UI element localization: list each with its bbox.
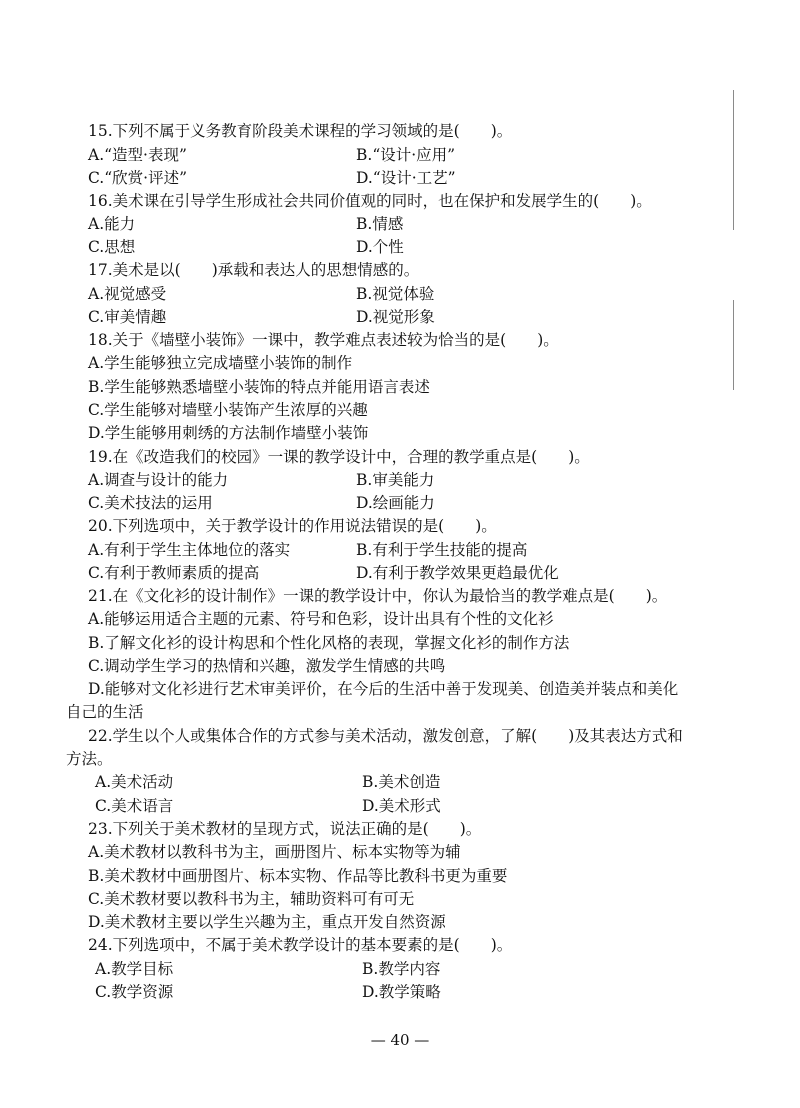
question-stem: 16.美术课在引导学生形成社会共同价值观的同时，也在保护和发展学生的( )。 [88, 192, 652, 210]
option-b: B.有利于学生技能的提高 [356, 541, 528, 559]
question-stem: 22.学生以个人或集体合作的方式参与美术活动，激发创意，了解( )及其表达方式和 [88, 727, 683, 745]
option-b: B.教学内容 [362, 960, 441, 978]
option-b: B.视觉体验 [356, 285, 435, 303]
question-stem: 18.关于《墙壁小装饰》一课中，教学难点表述较为恰当的是( )。 [88, 331, 559, 349]
option-d: D.美术形式 [362, 797, 441, 815]
page-edge-mark [733, 300, 734, 390]
question-stem: 23.下列关于美术教材的呈现方式，说法正确的是( )。 [88, 820, 482, 838]
option-a: A.有利于学生主体地位的落实 [88, 541, 291, 559]
option-a: A.学生能够独立完成墙壁小装饰的制作 [88, 354, 353, 372]
question-stem: 20.下列选项中，关于教学设计的作用说法错误的是( )。 [88, 517, 497, 535]
option-d: D.“设计·工艺” [356, 169, 456, 187]
question-stem-continued: 方法。 [66, 750, 113, 768]
option-d: D.教学策略 [362, 983, 441, 1001]
option-c: C.“欣赏·评述” [88, 169, 188, 187]
option-a: A.“造型·表现” [88, 146, 187, 164]
question-stem: 15.下列不属于义务教育阶段美术课程的学习领域的是( )。 [88, 122, 513, 140]
option-c: C.思想 [88, 238, 136, 256]
option-b: B.“设计·应用” [356, 146, 456, 164]
question-stem: 21.在《文化衫的设计制作》一课的教学设计中，你认为最恰当的教学难点是( )。 [88, 587, 668, 605]
question-stem: 17.美术是以( )承载和表达人的思想情感的。 [88, 261, 420, 279]
option-d-continued: 自己的生活 [66, 703, 144, 721]
option-a: A.教学目标 [95, 960, 174, 978]
option-d: D.美术教材主要以学生兴趣为主，重点开发自然资源 [88, 913, 446, 931]
question-stem: 19.在《改造我们的校园》一课的教学设计中，合理的教学重点是( )。 [88, 448, 590, 466]
option-a: A.能力 [88, 215, 136, 233]
option-d: D.能够对文化衫进行艺术审美评价，在今后的生活中善于发现美、创造美并装点和美化 [88, 680, 679, 698]
option-d: D.学生能够用刺绣的方法制作墙壁小装饰 [88, 424, 369, 442]
option-c: C.美术语言 [95, 797, 174, 815]
option-c: C.有利于教师素质的提高 [88, 564, 260, 582]
option-b: B.学生能够熟悉墙壁小装饰的特点并能用语言表述 [88, 378, 430, 396]
option-c: C.审美情趣 [88, 308, 167, 326]
option-c: C.调动学生学习的热情和兴趣，激发学生情感的共鸣 [88, 657, 446, 675]
option-a: A.美术教材以教科书为主，画册图片、标本实物等为辅 [88, 843, 461, 861]
option-b: B.了解文化衫的设计构思和个性化风格的表现，掌握文化衫的制作方法 [88, 634, 570, 652]
option-a: A.美术活动 [95, 773, 174, 791]
option-d: D.有利于教学效果更趋最优化 [356, 564, 559, 582]
option-a: A.调查与设计的能力 [88, 471, 229, 489]
option-c: C.美术教材要以教科书为主，辅助资料可有可无 [88, 890, 415, 908]
option-a: A.能够运用适合主题的元素、符号和色彩，设计出具有个性的文化衫 [88, 610, 554, 628]
page-edge-mark [733, 90, 734, 230]
option-c: C.学生能够对墙壁小装饰产生浓厚的兴趣 [88, 401, 368, 419]
page-number: — 40 — [370, 1031, 430, 1049]
option-c: C.教学资源 [95, 983, 174, 1001]
option-d: D.视觉形象 [356, 308, 435, 326]
option-d: D.个性 [356, 238, 404, 256]
option-b: B.情感 [356, 215, 404, 233]
question-stem: 24.下列选项中，不属于美术教学设计的基本要素的是( )。 [88, 936, 513, 954]
option-c: C.美术技法的运用 [88, 494, 213, 512]
option-b: B.美术创造 [362, 773, 441, 791]
option-d: D.绘画能力 [356, 494, 435, 512]
option-a: A.视觉感受 [88, 285, 167, 303]
option-b: B.美术教材中画册图片、标本实物、作品等比教科书更为重要 [88, 867, 508, 885]
option-b: B.审美能力 [356, 471, 435, 489]
